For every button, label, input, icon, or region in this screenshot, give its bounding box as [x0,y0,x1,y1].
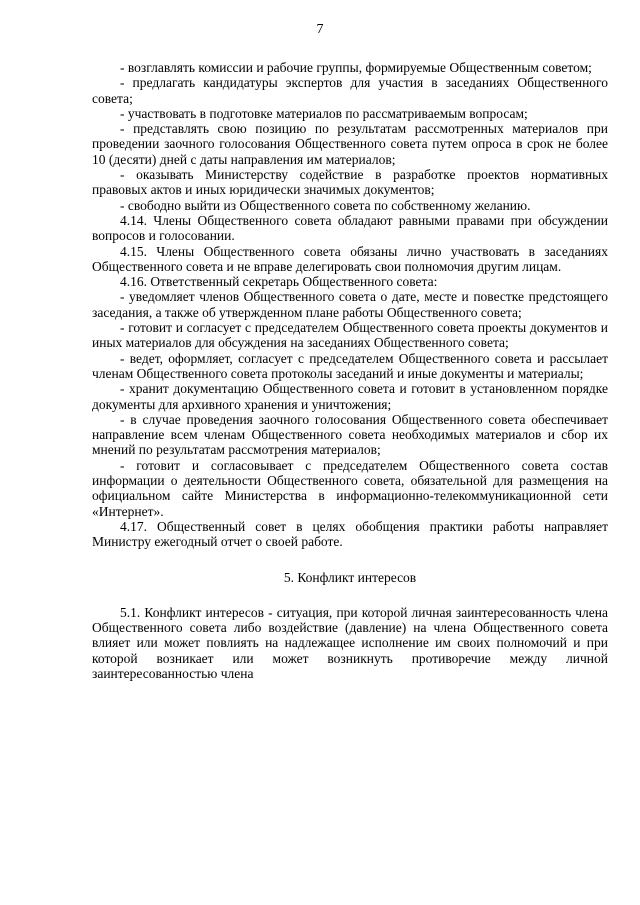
paragraph: 4.17. Общественный совет в целях обобщения практики работы направляет Министру ежегодный отчет о своей работе. [92,518,608,550]
paragraph: - участвовать в подготовке материалов по рассматриваемым вопросам; [120,105,528,121]
paragraph: 4.14. Члены Общественного совета обладают равными правами при обсуждении вопросов и голосовании. [92,212,608,244]
paragraph: 5.1. Конфликт интересов - ситуация, при которой личная заинтересованность члена Общественного совета либо воздействие (давление) на члена Общественного совета влияет или может повлиять на надлежащее исполнение им своих полномочий и при которой возникает или может возникнуть противоречие между личной заинтересованностью члена [92,604,608,681]
paragraph: - представлять свою позицию по результатам рассмотренных материалов при проведении заочного голосования Общественного совета путем опроса в срок не более 10 (десяти) дней с даты направления им материалов; [92,121,608,167]
paragraph: - готовит и согласует с председателем Общественного совета проекты документов и иных материалов для обсуждения на заседаниях Общественного совета; [92,320,608,351]
paragraph: - ведет, оформляет, согласует с председателем Общественного совета и рассылает членам Общественного совета протоколы заседаний и иные документы и материалы; [92,350,608,381]
page-number: 7 [316,22,324,37]
paragraph: - уведомляет членов Общественного совета о дате, месте и повестке предстоящего заседания, а также об утвержденном плане работы Общественного совета; [92,289,608,320]
paragraph: - хранит документацию Общественного совета и готовит в установленном порядке документы для архивного хранения и уничтожения; [92,381,608,412]
paragraph: - предлагать кандидатуры экспертов для участия в заседаниях Общественного совета; [92,75,608,106]
paragraph: - в случае проведения заочного голосования Общественного совета обеспечивает направление всем членам Общественного совета необходимых материалов и сбор их мнений по результатам рассмотрения материалов; [92,411,608,458]
paragraph: - оказывать Министерству содействие в разработке проектов нормативных правовых актов и иных юридически значимых документов; [92,167,608,198]
document-body [92,60,608,681]
paragraph: - возглавлять комиссии и рабочие группы, формируемые Общественным советом; [120,60,592,75]
paragraph: - готовит и согласовывает с председателем Общественного совета состав информации о деятельности Общественного совета, обязательной для размещения на официальном сайте Министерства в информационно-телекоммуникационной сети «Интернет». [92,457,608,519]
paragraph: 4.16. Ответственный секретарь Общественного совета: [120,274,438,290]
paragraph: - свободно выйти из Общественного совета по собственному желанию. [120,197,531,213]
section-heading: 5. Конфликт интересов [283,569,417,585]
paragraph: 4.15. Члены Общественного совета обязаны лично участвовать в заседаниях Общественного совета и не вправе делегировать свои полномочия другим лицам. [92,243,608,274]
